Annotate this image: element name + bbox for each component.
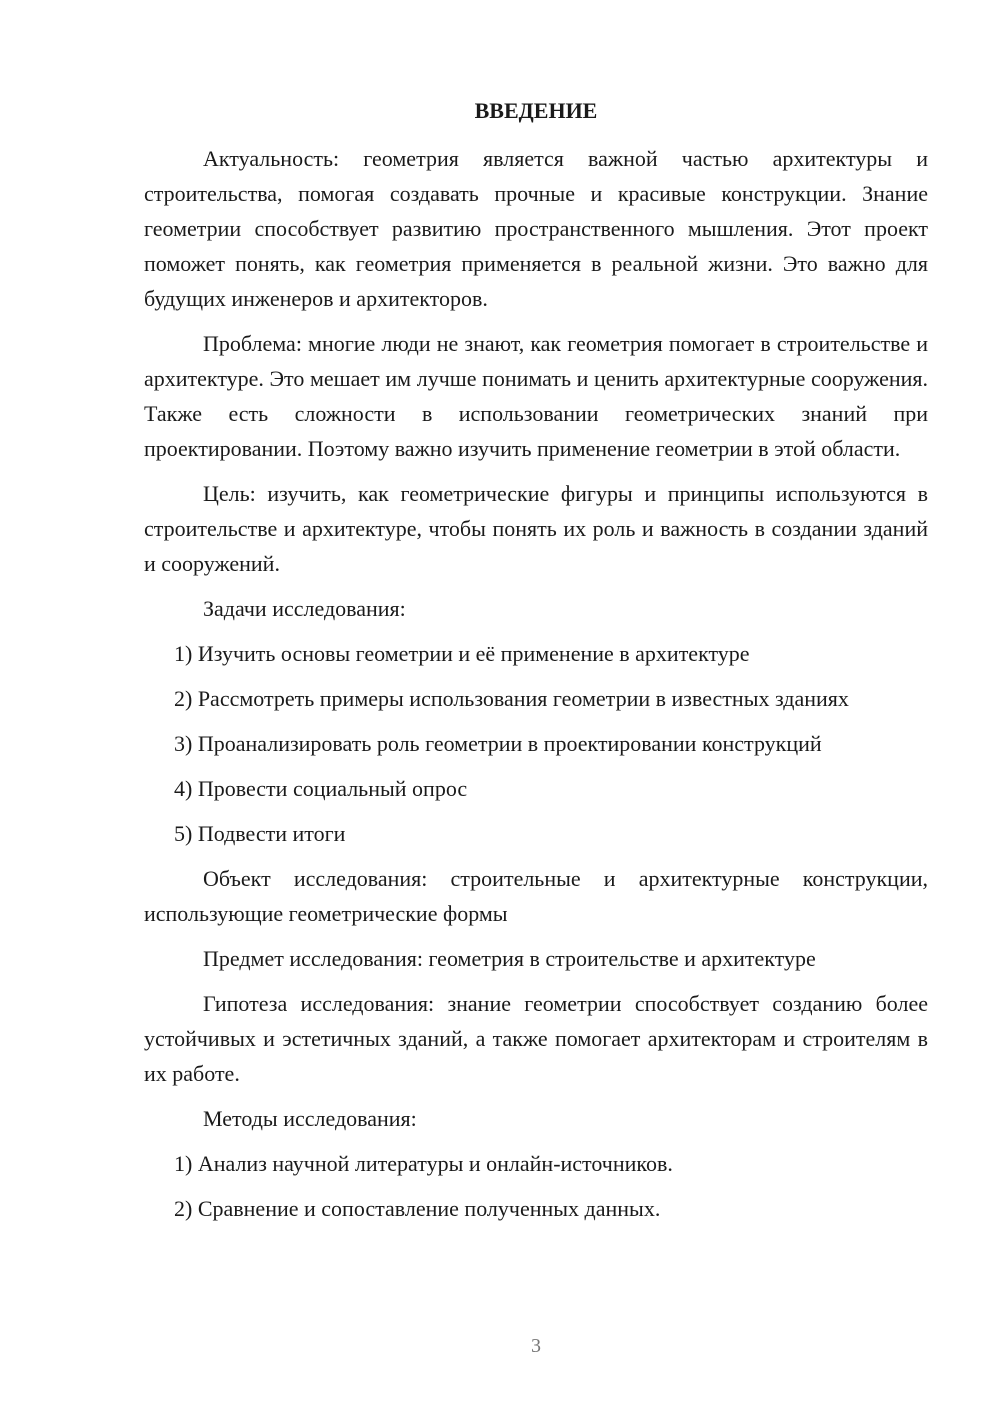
document-body bbox=[144, 141, 928, 1236]
task-item: 3) Проанализировать роль геометрии в проектировании конструкций bbox=[174, 731, 822, 756]
paragraph-object: Объект исследования: строительные и архитектурные конструкции, использующие геометрические формы bbox=[144, 866, 928, 926]
page-number: 3 bbox=[531, 1335, 541, 1357]
tasks-heading: Задачи исследования: bbox=[203, 596, 406, 621]
method-item: 2) Сравнение и сопоставление полученных данных. bbox=[174, 1196, 661, 1221]
task-item: 1) Изучить основы геометрии и её применение в архитектуре bbox=[174, 641, 750, 666]
task-item: 4) Провести социальный опрос bbox=[174, 776, 468, 801]
method-item: 1) Анализ научной литературы и онлайн-источников. bbox=[174, 1151, 673, 1176]
methods-heading: Методы исследования: bbox=[203, 1106, 417, 1131]
paragraph-subject: Предмет исследования: геометрия в строительстве и архитектуре bbox=[203, 946, 816, 971]
paragraph-hypothesis: Гипотеза исследования: знание геометрии способствует созданию более устойчивых и эстетичных зданий, а также помогает архитекторам и строителям в их работе. bbox=[144, 991, 928, 1086]
document-page bbox=[144, 0, 928, 1414]
paragraph-problem: Проблема: многие люди не знают, как геометрия помогает в строительстве и архитектуре. Это мешает им лучше понимать и ценить архитектурные сооружения. Также есть сложности в использовании геометрических знаний при проектировании. Поэтому важно изучить применение геометрии в этой области. bbox=[144, 331, 928, 461]
task-item: 2) Рассмотреть примеры использования геометрии в известных зданиях bbox=[174, 686, 849, 711]
task-item: 5) Подвести итоги bbox=[174, 821, 346, 846]
paragraph-goal: Цель: изучить, как геометрические фигуры и принципы используются в строительстве и архитектуре, чтобы понять их роль и важность в создании зданий и сооружений. bbox=[144, 481, 928, 576]
page-title: ВВЕДЕНИЕ bbox=[474, 98, 598, 123]
paragraph-relevance: Актуальность: геометрия является важной частью архитектуры и строительства, помогая создавать прочные и красивые конструкции. Знание геометрии способствует развитию пространственного мышления. Этот проект поможет понять, как геометрия применяется в реальной жизни. Это важно для будущих инженеров и архитекторов. bbox=[144, 146, 928, 311]
